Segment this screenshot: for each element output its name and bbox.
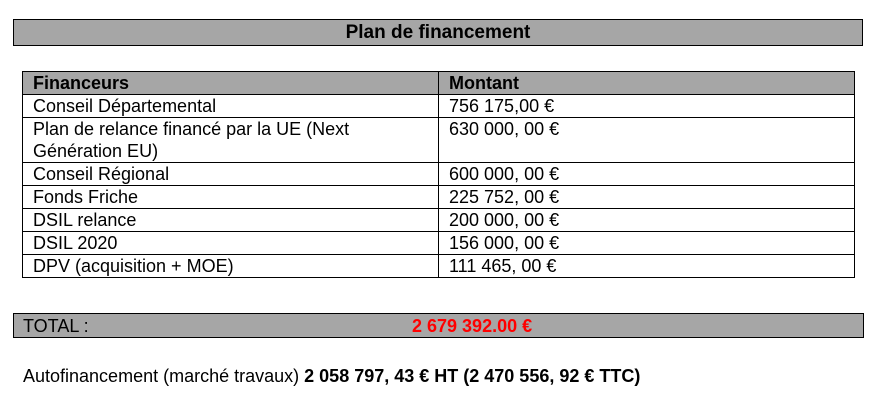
financeur-cell: DSIL 2020 [23, 232, 439, 255]
montant-cell: 200 000, 00 € [439, 209, 855, 232]
financeur-cell: DSIL relance [23, 209, 439, 232]
total-bar [13, 313, 864, 338]
financing-table [22, 71, 855, 278]
financeur-cell: Conseil Régional [23, 163, 439, 186]
montant-cell: 600 000, 00 € [439, 163, 855, 186]
table-row [23, 209, 855, 232]
montant-cell: 756 175,00 € [439, 95, 855, 118]
total-value: 2 679 392.00 € [412, 316, 533, 336]
financeur-cell: Fonds Friche [23, 186, 439, 209]
financeur-cell: DPV (acquisition + MOE) [23, 255, 439, 278]
column-header-montant: Montant [439, 72, 855, 95]
table-row [23, 118, 855, 163]
autofinancement-value: 2 058 797, 43 € HT (2 470 556, 92 € TTC) [304, 366, 641, 386]
financeur-cell: Plan de relance financé par la UE (Next Génération EU) [23, 118, 439, 163]
autofinancement-line [23, 364, 640, 388]
montant-cell: 111 465, 00 € [439, 255, 855, 278]
autofinancement-label: Autofinancement (marché travaux) [23, 366, 300, 386]
montant-cell: 630 000, 00 € [439, 118, 855, 163]
page-title: Plan de financement [13, 19, 863, 46]
table-header-row [23, 72, 855, 95]
column-header-financeurs: Financeurs [23, 72, 439, 95]
table-row [23, 163, 855, 186]
montant-cell: 156 000, 00 € [439, 232, 855, 255]
table-row [23, 232, 855, 255]
financeur-cell: Conseil Départemental [23, 95, 439, 118]
table-row [23, 255, 855, 278]
total-label: TOTAL : [23, 316, 89, 336]
montant-cell: 225 752, 00 € [439, 186, 855, 209]
table-row [23, 186, 855, 209]
table-row [23, 95, 855, 118]
